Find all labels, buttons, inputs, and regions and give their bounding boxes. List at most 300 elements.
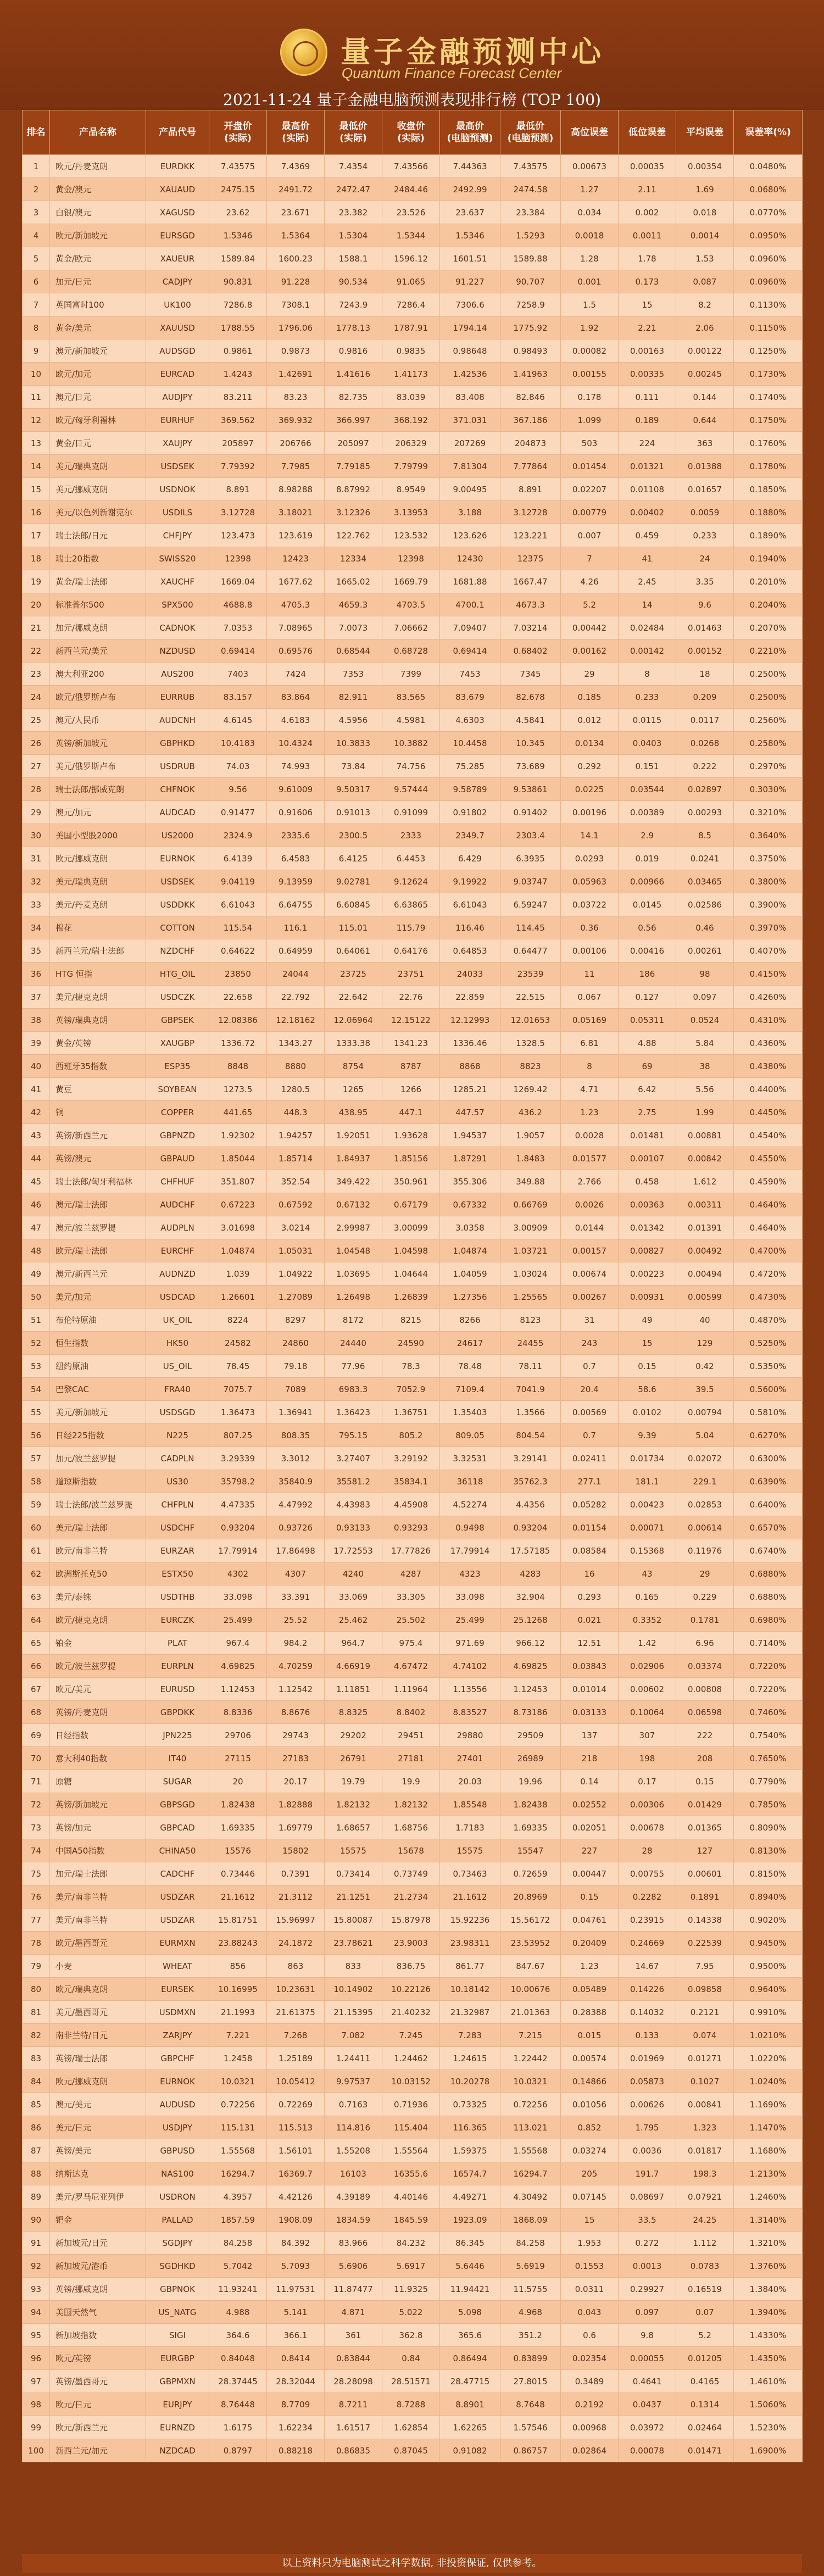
table-cell: 0.043 [561,2301,619,2324]
table-cell: 35762.3 [500,1470,561,1493]
table-cell: 975.4 [382,1632,440,1655]
table-cell: 54 [23,1378,50,1401]
table-cell: 98 [676,962,734,986]
table-cell: 23725 [325,962,382,986]
table-cell: 0.9835 [382,340,440,363]
column-header: 误差率(%) [734,110,803,155]
table-cell: 1.2458 [209,2047,267,2070]
product-name-cell: 英镑/加元 [50,1816,146,1839]
page-subtitle: 2021-11-24 量子金融电脑预测表现排行榜 (TOP 100) [223,91,601,109]
table-cell: 32.904 [500,1585,561,1609]
product-name-cell: 新加坡指数 [50,2324,146,2347]
table-cell: AUDCNH [146,709,209,732]
table-cell: CADNOK [146,616,209,639]
table-cell: 7.79185 [325,455,382,478]
table-cell: 3.12728 [209,501,267,524]
table-cell: 0.01577 [561,1147,619,1170]
table-cell: EURCAD [146,363,209,386]
product-name-cell: 欧元/美元 [50,1678,146,1701]
table-cell: 5.04 [676,1424,734,1447]
product-name-cell: 日经指数 [50,1724,146,1747]
table-cell: 0.00261 [676,939,734,962]
table-row [23,155,803,178]
table-cell: ZARJPY [146,2024,209,2047]
table-cell: 33.098 [209,1585,267,1609]
table-cell: 0.01205 [676,2347,734,2370]
table-cell: 21.1993 [209,2001,267,2024]
table-cell: 11.9325 [382,2278,440,2301]
table-cell: 0.9910% [734,2001,803,2024]
table-cell: 4.6183 [267,709,325,732]
table-cell: 88 [23,2162,50,2185]
table-cell: 0.7163 [325,2093,382,2116]
table-row [23,893,803,916]
table-cell: 0.6880% [734,1562,803,1585]
table-cell: 8880 [267,1055,325,1078]
table-cell: 61 [23,1539,50,1562]
table-cell: 205 [561,2162,619,2185]
table-cell: 16369.7 [267,2162,325,2185]
table-cell: 7.4369 [267,155,325,178]
table-cell: 0.3750% [734,847,803,870]
table-cell: 964.7 [325,1632,382,1655]
table-cell: SIGI [146,2324,209,2347]
table-cell: 0.69414 [440,639,500,663]
table-cell: 23.384 [500,201,561,224]
table-cell: 12.06964 [325,1009,382,1032]
table-cell: 6.4125 [325,847,382,870]
table-cell: 9.39 [619,1424,676,1447]
column-header: 开盘价 (实际) [209,110,267,155]
table-row [23,732,803,755]
table-cell: 4.42126 [267,2185,325,2208]
table-cell: 29743 [267,1724,325,1747]
table-cell: USDCAD [146,1286,209,1309]
table-cell: 0.3030% [734,778,803,801]
table-row [23,1885,803,1909]
table-cell: 7.06662 [382,616,440,639]
table-cell: 12398 [209,547,267,570]
table-cell: 0.7 [561,1355,619,1378]
table-cell: EURMXN [146,1932,209,1955]
table-cell: 1669.04 [209,570,267,593]
table-row [23,870,803,893]
table-cell: 8 [561,1055,619,1078]
table-cell: 14.67 [619,1955,676,1978]
table-cell: USDDKK [146,893,209,916]
table-cell: 1.55568 [500,2139,561,2162]
table-cell: 436.2 [500,1101,561,1124]
table-row [23,524,803,547]
table-cell: 0.6270% [734,1424,803,1447]
table-cell: 8848 [209,1055,267,1078]
table-cell: 78.11 [500,1355,561,1378]
table-cell: 29451 [382,1724,440,1747]
table-cell: 83.157 [209,686,267,709]
table-cell: 7.81304 [440,455,500,478]
table-cell: 0.00794 [676,1401,734,1424]
table-cell: 1.612 [676,1170,734,1193]
product-name-cell: 西班牙35指数 [50,1055,146,1078]
product-name-cell: 黄金/澳元 [50,178,146,201]
table-cell: 91.228 [267,270,325,293]
table-cell: 0.067 [561,986,619,1009]
table-cell: 85 [23,2093,50,2116]
table-cell: 46 [23,1193,50,1216]
table-cell: 0.4450% [734,1101,803,1124]
table-cell: 0.04761 [561,1909,619,1932]
table-cell: 0.64622 [209,939,267,962]
table-cell: 66 [23,1655,50,1678]
product-name-cell: 意大利40指数 [50,1747,146,1770]
table-cell: 0.05169 [561,1009,619,1032]
table-cell: 5.7093 [267,2255,325,2278]
table-cell: 37 [23,986,50,1009]
table-cell: 0.9816 [325,340,382,363]
table-row [23,1193,803,1216]
table-cell: 971.69 [440,1632,500,1655]
product-name-cell: 澳元/加元 [50,801,146,824]
table-row [23,1447,803,1470]
product-name-cell: 美元/墨西哥元 [50,2001,146,2024]
table-cell: 3.29141 [500,1447,561,1470]
product-name-cell: 澳元/人民币 [50,709,146,732]
table-cell: 11.93241 [209,2278,267,2301]
table-cell: ESP35 [146,1055,209,1078]
table-cell: 1.13556 [440,1678,500,1701]
table-cell: 1.42536 [440,363,500,386]
table-cell: 1.5346 [440,224,500,247]
table-row [23,2162,803,2185]
table-cell: 91.227 [440,270,500,293]
table-cell: 96 [23,2347,50,2370]
table-cell: CADPLN [146,1447,209,1470]
table-cell: 8.8402 [382,1701,440,1724]
table-cell: 0.42 [676,1355,734,1378]
table-cell: 4.66919 [325,1655,382,1678]
table-cell: 363 [676,432,734,455]
table-cell: 7.7985 [267,455,325,478]
table-cell: 0.15 [619,1355,676,1378]
table-cell: 0.127 [619,986,676,1009]
table-cell: 0.03274 [561,2139,619,2162]
table-cell: 0.00157 [561,1239,619,1262]
table-cell: 0.6980% [734,1609,803,1632]
table-cell: 1.55564 [382,2139,440,2162]
table-body [23,155,803,2462]
table-cell: 0.00492 [676,1239,734,1262]
table-cell: 100 [23,2439,50,2462]
table-cell: 84.392 [267,2232,325,2255]
table-cell: 99 [23,2416,50,2439]
table-row [23,639,803,663]
table-cell: 2.45 [619,570,676,593]
table-cell: 1667.47 [500,570,561,593]
table-cell: 0.3210% [734,801,803,824]
table-cell: 116.365 [440,2116,500,2139]
table-cell: 0.1891 [676,1885,734,1909]
table-cell: 0.6570% [734,1516,803,1539]
table-cell: 1.24411 [325,2047,382,2070]
table-cell: 10.18142 [440,1978,500,2001]
table-cell: 10.03152 [382,2070,440,2093]
table-cell: 0.4700% [734,1239,803,1262]
table-cell: 9.8 [619,2324,676,2347]
table-cell: USDNOK [146,478,209,501]
table-cell: 8.87992 [325,478,382,501]
table-cell: GBPHKD [146,732,209,755]
product-name-cell: 加元/挪威克朗 [50,616,146,639]
table-cell: 35840.9 [267,1470,325,1493]
table-cell: 0.14226 [619,1978,676,2001]
table-cell: 10.3833 [325,732,382,755]
product-name-cell: 小麦 [50,1955,146,1978]
table-cell: CADCHF [146,1862,209,1885]
product-name-cell: 瑞士法郎/挪威克朗 [50,778,146,801]
table-cell: 36118 [440,1470,500,1493]
table-cell: 0.00152 [676,639,734,663]
table-cell: 7453 [440,663,500,686]
table-cell: 0.133 [619,2024,676,2047]
table-cell: 7.43575 [500,155,561,178]
column-header: 产品代号 [146,110,209,155]
table-cell: 12334 [325,547,382,570]
table-cell: 39 [23,1032,50,1055]
column-header: 产品名称 [50,110,146,155]
table-cell: 0.1890% [734,524,803,547]
table-cell: 10.16995 [209,1978,267,2001]
table-cell: 0.00599 [676,1286,734,1309]
table-row [23,2347,803,2370]
table-cell: 12.08386 [209,1009,267,1032]
table-row [23,2024,803,2047]
table-cell: 23.53952 [500,1932,561,1955]
table-cell: CHFNOK [146,778,209,801]
table-cell: 1601.51 [440,247,500,270]
table-row [23,178,803,201]
table-cell: 0.7540% [734,1724,803,1747]
table-cell: 1.26498 [325,1286,382,1309]
table-cell: 90.831 [209,270,267,293]
table-cell: 0.22539 [676,1932,734,1955]
table-cell: 4.47335 [209,1493,267,1516]
table-cell: 39.5 [676,1378,734,1401]
table-cell: CHFPLN [146,1493,209,1516]
table-row [23,1309,803,1332]
table-cell: 967.4 [209,1632,267,1655]
table-cell: EURRUB [146,686,209,709]
column-header: 最高价 (实际) [267,110,325,155]
table-cell: 77.96 [325,1355,382,1378]
table-cell: 1.35403 [440,1401,500,1424]
table-cell: 861.77 [440,1955,500,1978]
table-cell: 83 [23,2047,50,2070]
table-cell: 95 [23,2324,50,2347]
table-cell: 15.80087 [325,1909,382,1932]
table-cell: 3.12326 [325,501,382,524]
table-row [23,1378,803,1401]
table-row [23,2393,803,2416]
product-name-cell: 美元/瑞典克朗 [50,455,146,478]
table-cell: 90.534 [325,270,382,293]
table-cell: 1.3566 [500,1401,561,1424]
table-cell: 307 [619,1724,676,1747]
table-cell: 1.4243 [209,363,267,386]
table-cell: 3.01698 [209,1216,267,1239]
table-cell: 19.9 [382,1770,440,1793]
table-cell: 11.97531 [267,2278,325,2301]
table-cell: 1.69779 [267,1816,325,1839]
table-cell: 8.891 [209,478,267,501]
table-cell: 1.62854 [382,2416,440,2439]
table-cell: 1.69335 [209,1816,267,1839]
table-cell: 0.3489 [561,2370,619,2393]
table-cell: EURNOK [146,847,209,870]
table-cell: 206329 [382,432,440,455]
table-cell: 0.05963 [561,870,619,893]
table-cell: 0.20409 [561,1932,619,1955]
table-cell: 1.4610% [734,2370,803,2393]
table-cell: 0.00968 [561,2416,619,2439]
table-row [23,755,803,778]
table-cell: 1.4350% [734,2347,803,2370]
table-cell: 0.0117 [676,709,734,732]
table-cell: 0.8940% [734,1885,803,1909]
table-cell: US_NATG [146,2301,209,2324]
table-cell: 4.988 [209,2301,267,2324]
table-cell: 0.00842 [676,1147,734,1170]
table-cell: AUDCAD [146,801,209,824]
table-cell: 1868.09 [500,2208,561,2232]
product-name-cell: 英镑/新西兰元 [50,1124,146,1147]
table-cell: 4240 [325,1562,382,1585]
table-cell: 2.766 [561,1170,619,1193]
table-cell: 23.88243 [209,1932,267,1955]
table-cell: 0.00601 [676,1862,734,1885]
table-cell: 7.43575 [209,155,267,178]
table-cell: 0.0026 [561,1193,619,1216]
table-row [23,709,803,732]
table-cell: 15547 [500,1839,561,1862]
product-name-cell: 澳元/新西兰元 [50,1262,146,1286]
table-cell: 0.7140% [734,1632,803,1655]
table-cell: 984.2 [267,1632,325,1655]
table-cell: 7052.9 [382,1378,440,1401]
table-cell: 74.03 [209,755,267,778]
table-cell: 0.01463 [676,616,734,639]
table-cell: 0.2010% [734,570,803,593]
table-cell: 0.292 [561,755,619,778]
table-cell: 31 [561,1309,619,1332]
table-cell: 16 [561,1562,619,1585]
table-cell: 6.63865 [382,893,440,916]
table-cell: 21.1612 [209,1885,267,1909]
table-cell: 123.619 [267,524,325,547]
table-cell: 0.5350% [734,1355,803,1378]
table-cell: USDRON [146,2185,209,2208]
table-cell: 0.69576 [267,639,325,663]
table-cell: 1.69 [676,178,734,201]
product-name-cell: 南非兰特/日元 [50,2024,146,2047]
table-cell: 7.221 [209,2024,267,2047]
table-cell: 1.12453 [500,1678,561,1701]
table-cell: 5.2 [561,593,619,616]
table-cell: 52 [23,1332,50,1355]
table-cell: 1.36473 [209,1401,267,1424]
table-cell: 7.4354 [325,155,382,178]
table-cell: 27401 [440,1747,500,1770]
product-name-cell: 欧元/波兰兹罗提 [50,1655,146,1678]
table-cell: 0.46 [676,916,734,939]
table-cell: 24617 [440,1332,500,1355]
table-cell: 0.86494 [440,2347,500,2370]
table-cell: 1.82888 [267,1793,325,1816]
table-cell: 0.0144 [561,1216,619,1239]
table-cell: 186 [619,962,676,986]
table-cell: 1 [23,155,50,178]
table-cell: GBPMXN [146,2370,209,2393]
table-cell: 0.00335 [619,363,676,386]
table-cell: 9.00495 [440,478,500,501]
table-row [23,1124,803,1147]
table-cell: 68 [23,1701,50,1724]
table-cell: 60 [23,1516,50,1539]
table-cell: 6.4139 [209,847,267,870]
product-name-cell: HTG 恒指 [50,962,146,986]
table-cell: 0.0293 [561,847,619,870]
table-cell: 123.532 [382,524,440,547]
table-cell: 0.5250% [734,1332,803,1355]
table-cell: 1.04059 [440,1262,500,1286]
table-cell: NZDCHF [146,939,209,962]
table-cell: 1.27 [561,178,619,201]
table-cell: 59 [23,1493,50,1516]
table-cell: 8.8336 [209,1701,267,1724]
table-cell: 7.09407 [440,616,500,639]
table-cell: HTG_OIL [146,962,209,986]
table-cell: 1.82132 [325,1793,382,1816]
table-cell: 0.07 [676,2301,734,2324]
table-cell: 1.24462 [382,2047,440,2070]
table-cell: 7.03214 [500,616,561,639]
table-cell: EURJPY [146,2393,209,2416]
table-cell: 23.9003 [382,1932,440,1955]
table-row [23,1216,803,1239]
table-cell: USDILS [146,501,209,524]
table-cell: 36 [23,962,50,986]
table-cell: 1588.1 [325,247,382,270]
table-cell: 10.3882 [382,732,440,755]
table-row [23,1747,803,1770]
table-cell: 361 [325,2324,382,2347]
table-cell: 82.846 [500,386,561,409]
table-cell: 1.7183 [440,1816,500,1839]
table-cell: 17.86498 [267,1539,325,1562]
page-title: 量子金融预测中心 [341,34,604,69]
table-cell: CHFJPY [146,524,209,547]
table-cell: 123.626 [440,524,500,547]
table-cell: 0.56 [619,916,676,939]
table-cell: 1.85714 [267,1147,325,1170]
table-cell: CADJPY [146,270,209,293]
table-cell: 19 [23,570,50,593]
table-cell: 4.6145 [209,709,267,732]
table-cell: 9.19922 [440,870,500,893]
table-cell: 1341.23 [382,1032,440,1055]
product-name-cell: 黄金/瑞士法郎 [50,570,146,593]
table-cell: 0.8797 [209,2439,267,2462]
product-name-cell: 欧元/挪威克朗 [50,847,146,870]
